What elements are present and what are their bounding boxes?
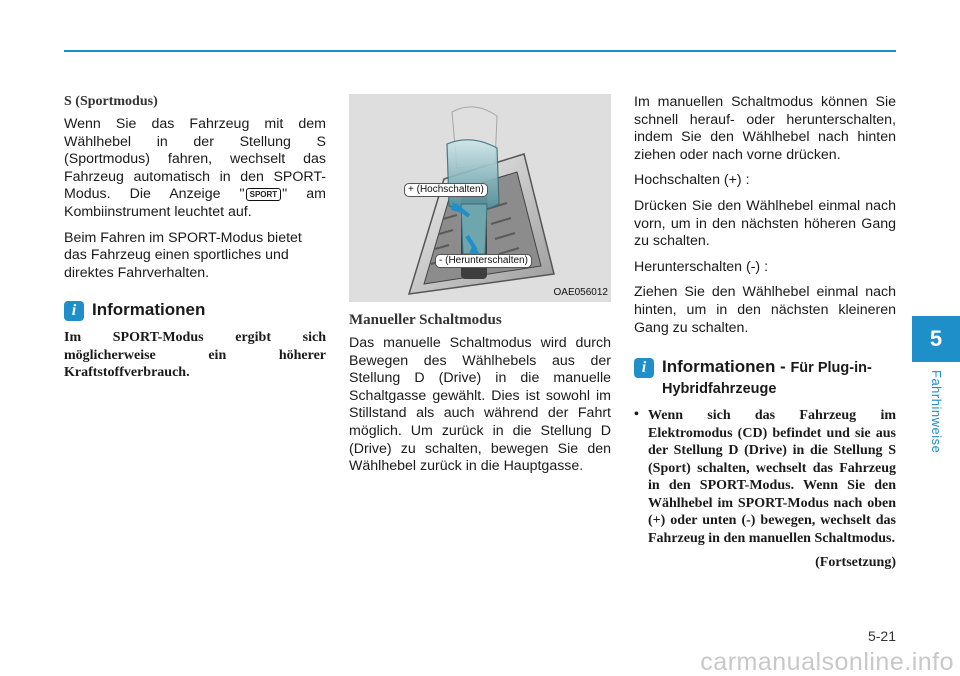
chapter-tab[interactable]: 5 bbox=[912, 316, 960, 362]
column-1 bbox=[64, 94, 326, 382]
downshift-callout: - (Herunterschalten) bbox=[435, 254, 532, 268]
sport-mode-text-a: Wenn Sie das Fahrzeug mit dem Wählhebel in der Stellung S (Sportmodus) fahren, wechselt das Fahrzeug automatisch in den SPORT-Modus. Die Anzeige " bbox=[64, 116, 326, 203]
downshift-label: Herunterschalten (-) : bbox=[634, 258, 769, 275]
page-number: 5-21 bbox=[867, 628, 896, 644]
upshift-text: Drücken Sie den Wählhebel einmal nach vorn, um in den nächsten höheren Gang zu schalten. bbox=[634, 197, 896, 250]
info-heading bbox=[64, 300, 326, 321]
sport-driving-paragraph: Beim Fahren im SPORT-Modus bietet das Fahrzeug einen sportliches und direktes Fahrverhalten. bbox=[64, 229, 302, 281]
downshift-text: Ziehen Sie den Wählhebel einmal nach hinten, um in den nächsten kleineren Gang zu schalten. bbox=[634, 284, 896, 336]
figure-code: OAE056012 bbox=[553, 287, 608, 298]
info-title-main: Informationen - bbox=[662, 357, 791, 377]
upshift-callout: + (Hochschalten) bbox=[404, 183, 488, 197]
chapter-label: Fahrhinweise bbox=[929, 370, 944, 454]
phev-bullet-text: Wenn sich das Fahrzeug im Elektromodus (CD) befindet und sie aus der Stellung D (Drive) in die Stellung S (Sport) schalten, wechselt das Fahrzeug in den SPORT-Modus. Wenn Sie den Wählhebel im SPORT-Modus nach oben (+) oder unten (-) bewegen, wechselt das Fahrzeug in den manuellen Schaltmodus. bbox=[648, 408, 896, 546]
sport-mode-paragraph bbox=[64, 116, 326, 222]
info-title-phev bbox=[662, 357, 896, 399]
info-icon: i bbox=[634, 358, 654, 378]
sport-mode-text-b: " am Kombiinstrument leuchtet auf. bbox=[64, 186, 327, 220]
gear-shift-illustration bbox=[349, 94, 611, 302]
gear-shift-figure bbox=[349, 94, 611, 302]
info-title: Informationen bbox=[92, 300, 206, 320]
continued-note: (Fortsetzung) bbox=[815, 555, 896, 571]
top-rule bbox=[64, 50, 896, 52]
manual-mode-paragraph: Das manuelle Schaltmodus wird durch Bewegen des Wählhebels aus der Stellung D (Drive) in die manuelle Schaltgasse gewählt. Dies ist sowohl im Stillstand als auch während der Fahrt möglich. Um zurück in die Stellung D (Drive) zu schalten, bewegen Sie den Wählhebel zurück in die Hauptgasse. bbox=[349, 335, 611, 475]
bullet-dot: • bbox=[634, 407, 639, 423]
info-heading-phev bbox=[634, 357, 896, 399]
info-icon: i bbox=[64, 301, 84, 321]
column-3 bbox=[634, 94, 896, 571]
info-text: Im SPORT-Modus ergibt sich möglicherweise ein höherer Kraftstoffverbrauch. bbox=[64, 330, 326, 381]
column-2 bbox=[349, 94, 611, 484]
section-heading-sportmodus: S (Sportmodus) bbox=[64, 94, 158, 109]
section-heading-manual: Manueller Schaltmodus bbox=[349, 312, 502, 328]
info-title-sub: Für Plug-in-Hybridfahrzeuge bbox=[662, 360, 872, 398]
manual-shift-paragraph: Im manuellen Schaltmodus können Sie schnell herauf- oder herunterschalten, indem Sie den Wählhebel nach hinten ziehen oder nach vorne drücken. bbox=[634, 94, 896, 163]
phev-bullet bbox=[634, 407, 896, 547]
sport-indicator-badge: SPORT bbox=[246, 188, 282, 201]
watermark: carmanualsonline.info bbox=[700, 648, 954, 676]
upshift-label: Hochschalten (+) : bbox=[634, 172, 750, 189]
